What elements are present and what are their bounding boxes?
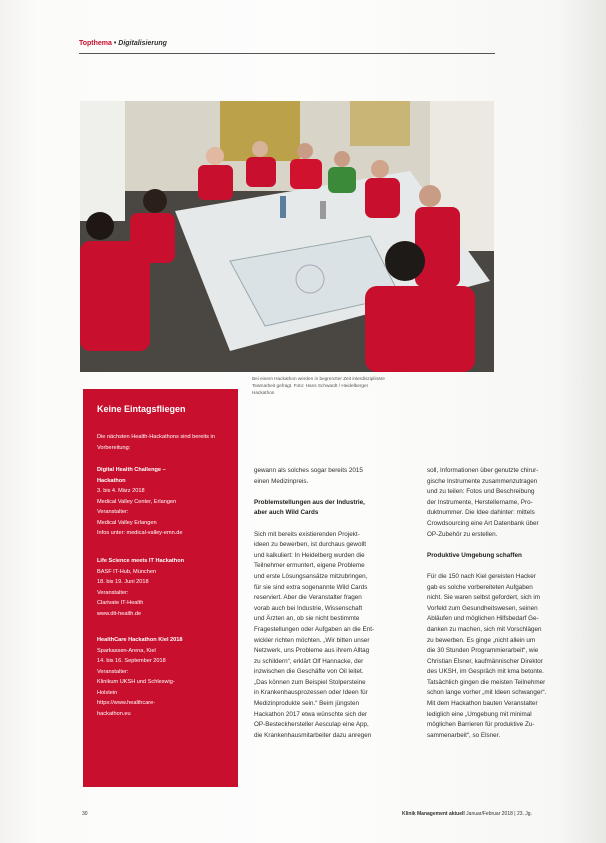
event-line: Infos unter: medical-valley-emn.de bbox=[97, 530, 183, 536]
article-text-line: OP-Besteckhersteller Aesculap eine App, bbox=[254, 721, 369, 729]
article-text-line: die Krankenhausmitarbeiter dazu anregen bbox=[254, 731, 372, 739]
article-text-line: die 30 Stunden Programmierarbeit“, wie bbox=[427, 647, 539, 655]
footer-separator: | bbox=[512, 811, 517, 817]
article-text-line: Mit dem Hackathon bauten Veranstalter bbox=[427, 700, 538, 708]
article-text-line: Teilnehmer ermuntert, eigene Probleme bbox=[254, 562, 365, 570]
event-item bbox=[97, 556, 229, 619]
event-title: HealthCare Hackathon Kiel 2018 bbox=[97, 637, 183, 643]
header-rule bbox=[79, 53, 495, 54]
article-text-line: vorab auch bei Industrie, Wissenschaft bbox=[254, 604, 363, 612]
event-line: Holstein bbox=[97, 689, 118, 696]
event-title: Digital Health Challenge – bbox=[97, 467, 166, 473]
event-line: Klinikum UKSH und Schleswig- bbox=[97, 679, 175, 685]
article-text-line: Netzwerk, uns Probleme aus ihrem Alltag bbox=[254, 647, 370, 655]
paragraph-gap bbox=[427, 561, 595, 572]
article-subheading-line: Produktive Umgebung schaffen bbox=[427, 551, 522, 559]
footer-issue: Januar/Februar 2018 bbox=[464, 811, 513, 817]
event-line: Clarivate IT-Health bbox=[97, 600, 144, 606]
article-text-line: duktnummer. Die Idee dahinter: mittels bbox=[427, 509, 535, 517]
hackathon-photo bbox=[80, 101, 494, 372]
event-item bbox=[97, 465, 229, 539]
article-text-line: und kalkuliert: In Heidelberg wurden die bbox=[254, 551, 365, 559]
article-text-line: danken zu machen, sich mit Vorschlägen bbox=[427, 625, 542, 633]
event-line: 3. bis 4. März 2018 bbox=[97, 488, 145, 494]
info-box-intro: Die nächsten Health-Hackathons sind bereits in Vorbereitung: bbox=[97, 434, 215, 451]
article-text-line: reserviert. Aber die Veranstalter fragen bbox=[254, 594, 362, 602]
article-text-line: und Ärzten an, ob sie nicht bestimmte bbox=[254, 615, 360, 623]
event-title: Life Science meets IT Hackathon bbox=[97, 558, 185, 564]
info-box bbox=[83, 389, 238, 787]
article-text-line: des UKSH, im Gespräch mit kma betonte. bbox=[427, 668, 544, 676]
paragraph-gap bbox=[254, 519, 416, 530]
section-header bbox=[79, 40, 167, 47]
header-topic: Topthema bbox=[79, 40, 112, 47]
page-number: 30 bbox=[82, 811, 88, 817]
text-column-2 bbox=[427, 466, 595, 741]
article-text-line: Abläufen und möglichen Hilfsbedarf Ge- bbox=[427, 615, 539, 623]
article-text-line: gab es solche vorbereiteten Aufgaben bbox=[427, 583, 533, 591]
article-text-line: Christian Elsner, kaufmännischer Direktor bbox=[427, 657, 543, 665]
article-text-line: für sie sind extra sogenannte Wild Cards bbox=[254, 583, 368, 591]
article-text-line: lediglich eine „Umgebung mit minimal bbox=[427, 710, 532, 718]
article-text-line: gewann als solches sogar bereits 2015 bbox=[254, 467, 363, 474]
article-text-line: Hackathon 2017 etwa wünschte sich der bbox=[254, 710, 368, 718]
paragraph-gap bbox=[427, 540, 595, 551]
footer-magazine: Klinik Management aktuell bbox=[402, 811, 465, 817]
photo-caption: Bei einem Hackathon werden in begrenzter Zeit interdisziplinäre Teamarbeit gefragt. Foto: Hans Schwardt / Heidelberger Hackathon bbox=[252, 376, 385, 395]
event-line: Veranstalter: bbox=[97, 668, 129, 675]
header-separator: • bbox=[111, 40, 119, 47]
article-text-line: Crowdsourcing eine Art Datenbank über bbox=[427, 519, 539, 527]
article-text-line: und erste Lösungsansätze mitzubringen, bbox=[254, 572, 368, 580]
article-text-line: Vorfeld zum Gesundheitswesen, seinen bbox=[427, 604, 538, 612]
event-line: 18. bis 19. Juni 2018 bbox=[97, 579, 149, 585]
article-text-line: sammenarbeit“, so Elsner. bbox=[427, 731, 501, 739]
article-subheading-line: Problemstellungen aus der Industrie, bbox=[254, 498, 365, 506]
event-link[interactable]: hackathon.eu bbox=[97, 710, 131, 717]
article-text-line: wickler richten möchten. „Wir bitten unser bbox=[254, 636, 370, 644]
footer-info bbox=[402, 811, 532, 817]
text-column-1 bbox=[254, 466, 416, 741]
article-subheading-line: aber auch Wild Cards bbox=[254, 509, 319, 517]
article-text-line: OP-Zubehör zu erstellen. bbox=[427, 530, 498, 538]
article-text-line: zu bewerben. Es ginge „nicht allein um bbox=[427, 636, 536, 644]
article-text-line: der Instrumente, Herstellername, Pro- bbox=[427, 498, 533, 506]
article-text-line: Tatsächlich gingen die meisten Teilnehmer bbox=[427, 678, 546, 686]
article-text-line: schon lange vorher „mit Ideen schwanger“. bbox=[427, 689, 547, 697]
article-text-line: Medizinprodukte sein.“ Beim jüngsten bbox=[254, 700, 360, 708]
article-text-line: Sich mit bereits existierenden Projekt- bbox=[254, 530, 360, 538]
event-link[interactable]: https://www.healthcare- bbox=[97, 700, 156, 706]
article-text-line: Für die 150 nach Kiel gereisten Hacker bbox=[427, 572, 536, 580]
footer-volume: 23. Jg. bbox=[516, 811, 532, 817]
article-text-line: und zu teilen: Fotos und Beschreibung bbox=[427, 488, 535, 496]
event-line: Medical Valley Erlangen bbox=[97, 519, 157, 526]
article-text-line: nicht. Sie waren selbst gefordert, sich im bbox=[427, 594, 541, 602]
article-text-line: „Das können zum Beispiel Stolpersteine bbox=[254, 678, 366, 686]
info-box-title: Keine Eintagsfliegen bbox=[97, 404, 186, 414]
event-line: Medical Valley Center, Erlangen bbox=[97, 498, 177, 505]
article-text-line: zu schildern“, erklärt Olf Hannacke, der bbox=[254, 657, 364, 665]
article-text-line: in Krankenhausprozessen oder Ideen für bbox=[254, 689, 368, 697]
event-line: Veranstalter: bbox=[97, 589, 129, 596]
article-text-line: Fragestellungen oder Aufgaben an die Ent- bbox=[254, 625, 375, 633]
event-line: www.dit-health.de bbox=[97, 610, 142, 617]
event-title: Hackathon bbox=[97, 477, 126, 484]
event-line: Sparkassen-Arena, Kiel bbox=[97, 647, 156, 654]
event-line: Veranstalter: bbox=[97, 509, 129, 515]
article-text-line: einen Medizinpreis. bbox=[254, 477, 309, 485]
photo-illustration bbox=[80, 101, 494, 372]
event-line: BASF IT-Hub, München bbox=[97, 568, 157, 575]
article-text-line: ideen zu bewerben, ist durchaus gewollt bbox=[254, 541, 367, 549]
event-item bbox=[97, 635, 229, 719]
header-section: Digitalisierung bbox=[118, 40, 167, 47]
event-line: 14. bis 16. September 2018 bbox=[97, 658, 166, 664]
article-text-line: soll, Informationen über genutzte chirur- bbox=[427, 467, 539, 474]
paragraph-gap bbox=[254, 487, 416, 498]
article-text-line: inzwischen die Geschäfte von Oil leitet. bbox=[254, 668, 364, 676]
article-text-line: gische Instrumente zusammenzutragen bbox=[427, 477, 538, 485]
article-text-line: möglichen Barrieren für produktive Zu- bbox=[427, 721, 535, 729]
